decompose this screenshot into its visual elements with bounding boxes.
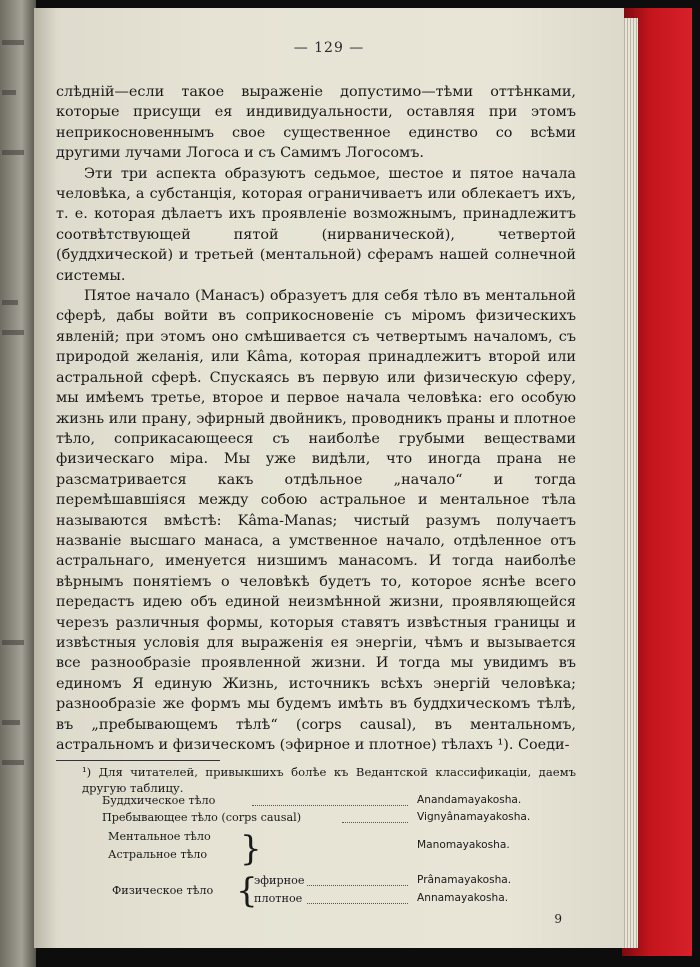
table-label: Пребывающее тѣло (corps causal) (102, 811, 302, 824)
footnote (82, 764, 576, 796)
table-label: Астральное тѣло (108, 848, 208, 861)
table-label: Физическое тѣло (112, 884, 214, 897)
body-text (56, 82, 576, 755)
table-row (102, 794, 562, 810)
book-page (34, 8, 624, 948)
table-label: плотное (254, 892, 303, 905)
paragraph: Пятое начало (Манасъ) образуетъ для себя тѣло въ ментальной сферѣ, дабы войти въ соприкосновеніе съ міромъ физическихъ явленій; при этомъ оно смѣшивается съ четвертымъ началомъ, съ природой желанія, или Kâma, которая принадлежитъ второй или астральной сферѣ. Спускаясь въ первую или физическую сферу, мы имѣемъ третье, второе и первое начала человѣка: его особую жизнь или прану, эфирный двойникъ, проводникъ праны и плотное тѣло, соприкасающееся съ наиболѣе грубыми веществами физическаго міра. Мы уже видѣли, что иногда прана не разсматривается какъ отдѣльное „начало“ и тогда перемѣшавшіяся между собою астральное и ментальное тѣла называются вмѣстѣ: Kâma-Manas; чистый разумъ получаетъ названіе высшаго манаса, а умственное начало, отдѣленное отъ астральнаго, именуется низшимъ манасомъ. И тогда наиболѣе вѣрнымъ понятіемъ о человѣкѣ будетъ то, которое яснѣе всего передастъ идею объ единой неизмѣнной жизни, проявляющейся черезъ различныя формы, которыя ставятъ извѣстныя границы и извѣстныя условія для выраженія ея энергіи, чѣмъ и вызывается все разнообразіе проявленной жизни. И тогда мы увидимъ въ единомъ Я единую Жизнь, источникъ всѣхъ энергій человѣка; разнообразіе же формъ мы будемъ имѣть въ буддхическомъ тѣлѣ, въ „пребывающемъ тѣлѣ“ (corps causal), въ ментальномъ, астральномъ и физическомъ (эфирное и плотное) тѣлахъ ¹). Соеди- (56, 288, 576, 753)
table-value: Vignyânamayakosha. (417, 811, 531, 823)
brace: { (236, 871, 258, 911)
page-number: — 129 — (293, 40, 365, 56)
table-label: эфирное (254, 874, 305, 887)
table-value: Annamayakosha. (417, 892, 509, 904)
brace: } (240, 829, 262, 869)
table-row (102, 874, 562, 890)
signature-mark: 9 (554, 912, 562, 926)
table-value: Anandamayakosha. (417, 794, 522, 806)
table-row (102, 811, 562, 827)
table-label: Буддхическое тѣло (102, 794, 216, 807)
footnote-text: ¹) Для читателей, привыкшихъ болѣе къ Ведантской классификаціи, даемъ другую таблицу. (82, 765, 576, 795)
table-label: Ментальное тѣло (108, 830, 211, 843)
table-value: Manomayakosha. (417, 839, 510, 851)
adjacent-page-edge (0, 0, 36, 967)
table-row (102, 892, 562, 908)
paragraph: слѣдній—если такое выраженіе допустимо—тѣми оттѣнками, которые присущи ея индивидуальности, оставляя при этомъ неприкосновеннымъ свое существенное единство со всѣми другими лучами Логоса и съ Самимъ Логосомъ. (56, 84, 576, 162)
table-row (102, 839, 562, 855)
footnote-rule (56, 760, 220, 761)
paragraph: Эти три аспекта образуютъ седьмое, шестое и пятое начала человѣка, а субстанція, которая ограничиваетъ или облекаетъ ихъ, т. е. которая дѣлаетъ ихъ проявленіе возможнымъ, принадлежитъ соотвѣтствующей пятой (нирванической), четвертой (буддхической) и третьей (ментальной) сферамъ нашей солнечной системы. (56, 165, 576, 284)
table-value: Prânamayakosha. (417, 874, 512, 886)
